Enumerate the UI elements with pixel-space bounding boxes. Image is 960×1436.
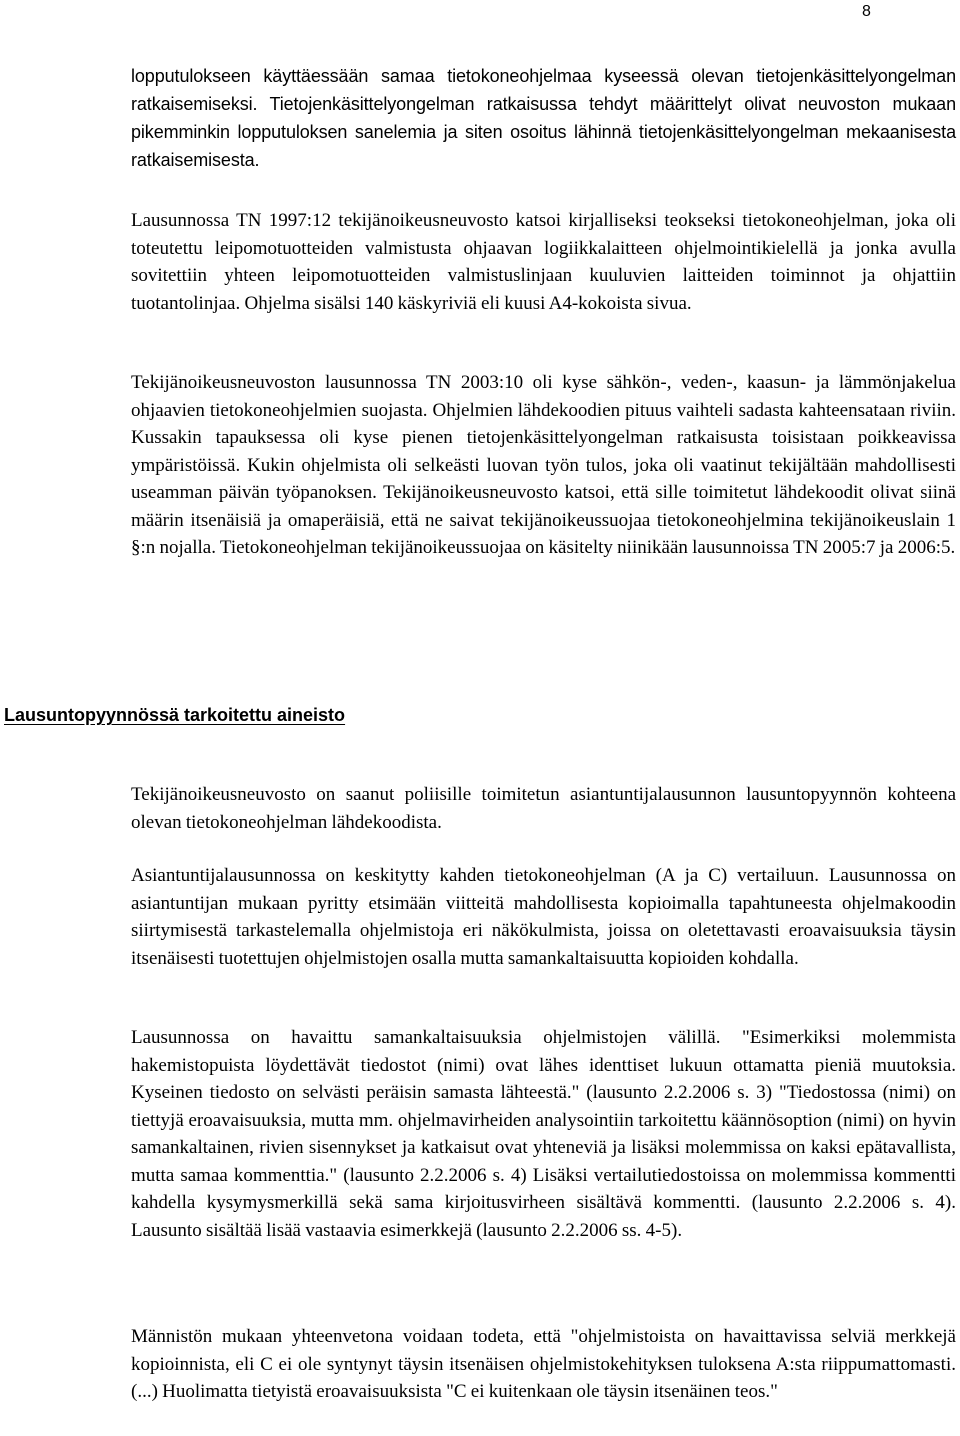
paragraph-conclusion: Männistön mukaan yhteenvetona voidaan todeta, että "ohjelmistoista on havaittavissa selviä merkkejä kopioinnista, eli C ei ole syntynyt täysin itsenäisen ohjelmistokehityksen tuloksena A:sta riippumattomasti. (...) Huolimatta tietyistä eroavaisuuksista "C ei kuitenkaan ole täysin itsenäinen teos." xyxy=(131,1326,956,1402)
paragraph-tn-2003-10: Tekijänoikeusneuvoston lausunnossa TN 2003:10 oli kyse sähkön-, veden-, kaasun- ja lämmönjakelua ohjaavien tietokoneohjelmien suojasta. Ohjelmien lähdekoodien pituus vaihteli sadasta kahteensataan riviin. Kussakin tapauksessa oli kyse pienen tietojenkäsittelyongelman ratkaisusta toisistaan poikkeavissa ympäristöissä. Kukin ohjelmista oli selkeästi luovan työn tulos, joka oli vaatinut tekijältään mahdollisesti useamman päivän työpanoksen. Tekijänoikeusneuvosto katsoi, että sille toimitetut lähdekoodit olivat siinä määrin itsenäisiä ja omaperäisiä, että ne saivat tekijänoikeussuojaa tietokoneohjelmina tekijänoikeuslain 1 §:n nojalla. Tietokoneohjelman tekijänoikeussuojaa on käsitelty niinikään lausunnoissa TN 2005:7 ja 2006:5. xyxy=(131,372,956,558)
page-number: 8 xyxy=(862,3,871,20)
paragraph-tn-1997-12: Lausunnossa TN 1997:12 tekijänoikeusneuvosto katsoi kirjalliseksi teokseksi tietokoneohjelman, joka oli toteutettu leipomotuotteiden valmistusta ohjaavan logiikkalaitteen ohjelmointikielellä ja jonka avulla sovitettiin yhteen leipomotuotteiden valmistuslinjaan kuuluvien laitteiden toiminnot ja ohjattiin tuotantolinjaa. Ohjelma sisälsi 140 käskyriviä eli kuusi A4-kokoista sivua. xyxy=(131,210,956,314)
section-heading: Lausuntopyynnössä tarkoitettu aineisto xyxy=(4,705,346,725)
paragraph-intro: lopputulokseen käyttäessään samaa tietokoneohjelmaa kyseessä olevan tietojenkäsittelyongelman ratkaisemiseksi. Tietojenkäsittelyongelman ratkaisussa tehdyt määrittelyt olivat neuvoston mukaan pikemminkin lopputuloksen sanelemia ja siten osoitus lähinnä tietojenkäsittelyongelman mekaanisesta ratkaisemisesta. xyxy=(131,66,956,170)
paragraph-expert-statement: Tekijänoikeusneuvosto on saanut poliisille toimitetun asiantuntijalausunnon lausuntopyynnön kohteena olevan tietokoneohjelman lähdekoodista. xyxy=(131,784,956,833)
paragraph-similarities: Lausunnossa on havaittu samankaltaisuuksia ohjelmistojen välillä. "Esimerkiksi molemmista hakemistopuista löydettävät tiedostot (nimi) ovat lähes identtiset lukuun ottamatta pieniä muutoksia. Kyseinen tiedosto on selvästi peräisin samasta lähteestä." (lausunto 2.2.2006 s. 3) "Tiedostossa (nimi) on tiettyjä eroavaisuuksia, mutta mm. ohjelmavirheiden analysointiin tarkoitettu käännösoption (nimi) on hyvin samankaltainen, rivien sisennykset ja katkaisut ovat yhteneviä ja lisäksi molemmissa on kaksi epätavallista, mutta samaa kommenttia." (lausunto 2.2.2006 s. 4) Lisäksi vertailutiedostoissa on molemmissa kommentti kahdella kysymysmerkillä sekä sama kirjoitusvirheen sisältävä kommentti. (lausunto 2.2.2006 s. 4). Lausunto sisältää lisää vastaavia esimerkkejä (lausunto 2.2.2006 ss. 4-5). xyxy=(131,1027,956,1241)
paragraph-comparison-focus: Asiantuntijalausunnossa on keskitytty kahden tietokoneohjelman (A ja C) vertailuun. Lausunnossa on asiantuntijan mukaan pyritty etsimään viitteitä mahdollisesta kopioimalla tapahtuneesta ohjelmakoodin siirtymisestä tarkastelemalla ohjelmistoja eri näkökulmista, joissa on oletettavasti eroavaisuuksia täysin itsenäisesti tuotettujen ohjelmistojen osalla mutta samankaltaisuutta kopioiden kohdalla. xyxy=(131,865,956,969)
